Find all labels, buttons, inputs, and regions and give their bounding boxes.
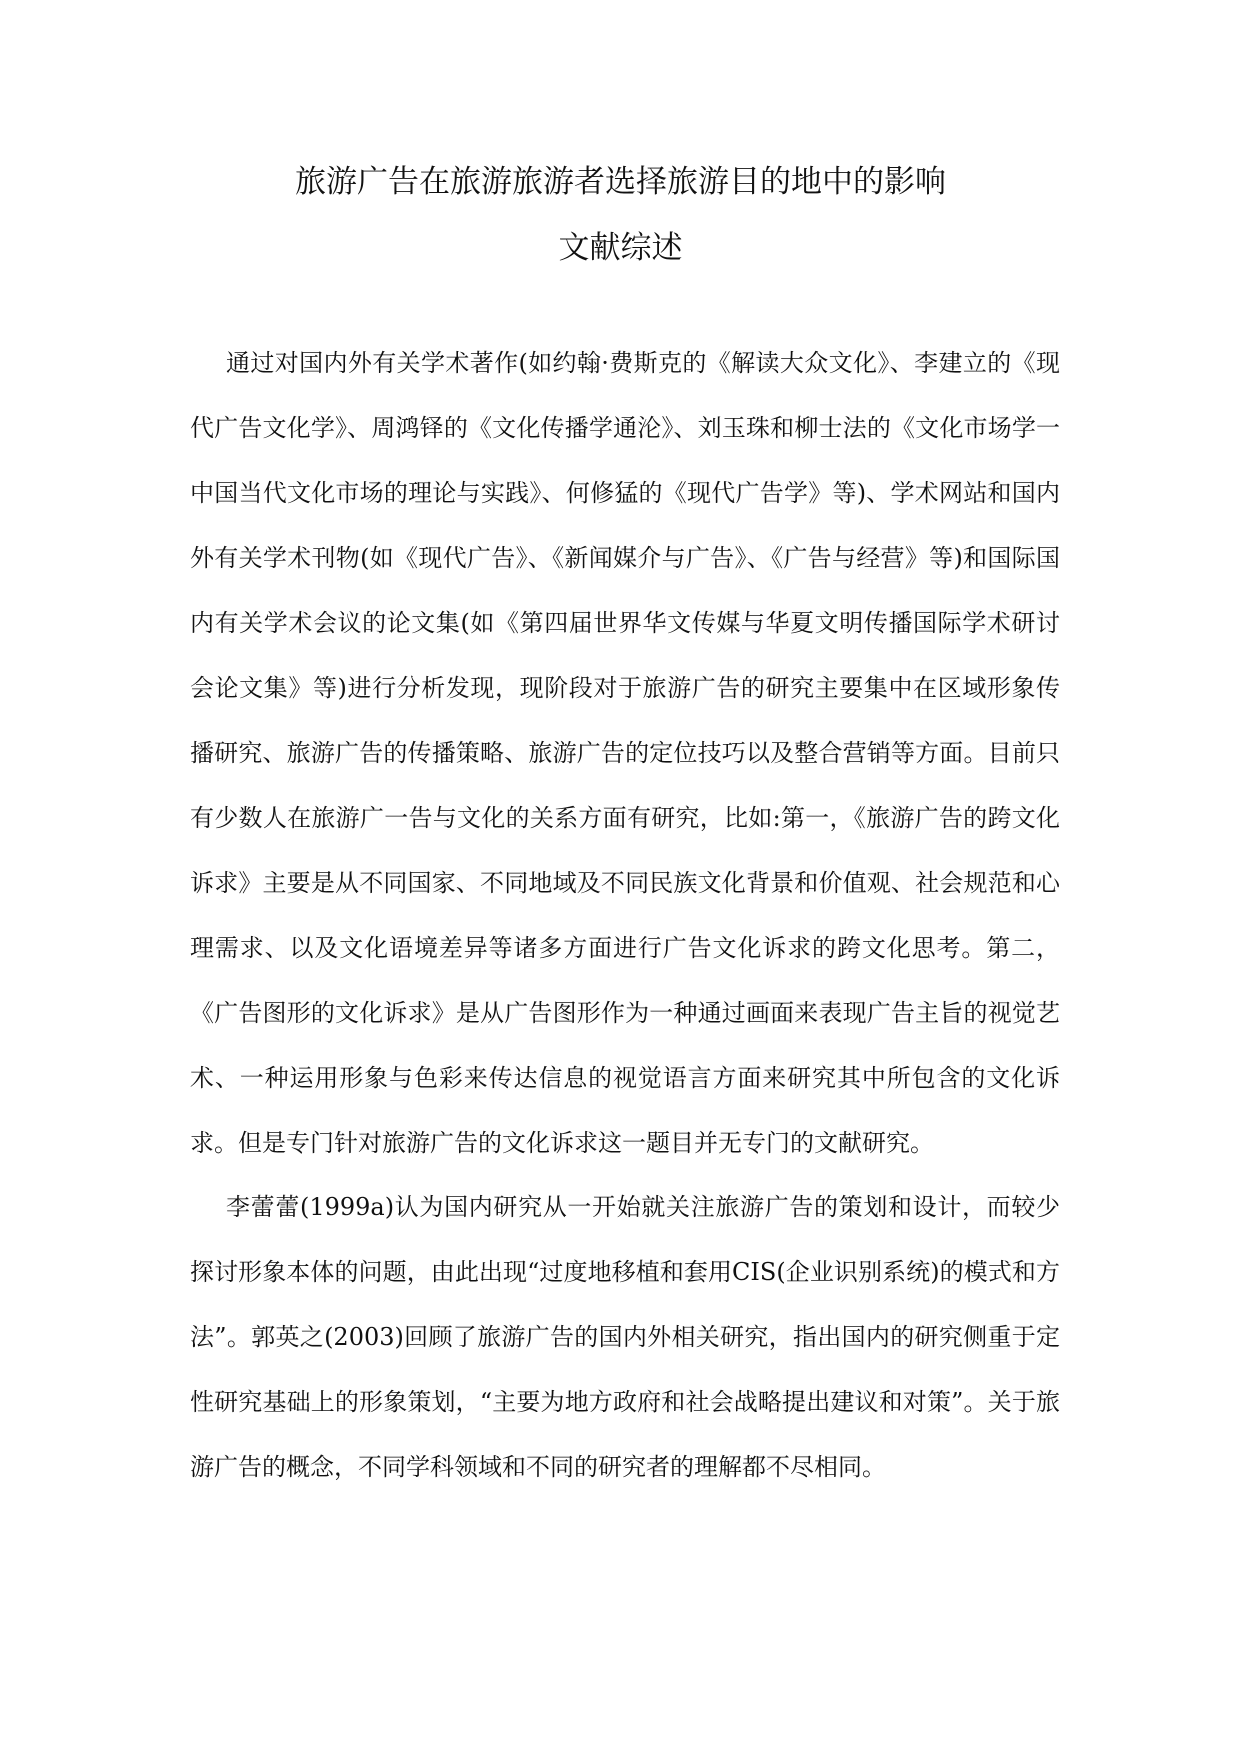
- document-subtitle: 文献综述: [558, 230, 683, 266]
- body-paragraph: 李蕾蕾(1999a)认为国内研究从一开始就关注旅游广告的策划和设计，而较少探讨形象本体的问题，由此出现“过度地移植和套用CIS(企业识别系统)的模式和方法”。郭英之(2003)回顾了旅游广告的国内外相关研究，指出国内的研究侧重于定性研究基础上的形象策划，“主要为地方政府和社会战略提出建议和对策”。关于旅游广告的概念，不同学科领域和不同的研究者的理解都不尽相同。: [190, 1193, 1060, 1481]
- document-title: 旅游广告在旅游旅游者选择旅游目的地中的影响: [295, 164, 946, 200]
- body-paragraph: 通过对国内外有关学术著作(如约翰·费斯克的《解读大众文化》、李建立的《现代广告文化学》、周鸿铎的《文化传播学通沦》、刘玉珠和柳士法的《文化市场学一中国当代文化市场的理论与实践》、何修猛的《现代广告学》等)、学术网站和国内外有关学术刊物(如《现代广告》、《新闻媒介与广告》、《广告与经营》等)和国际国内有关学术会议的论文集(如《第四届世界华文传媒与华夏文明传播国际学术研讨会论文集》等)进行分析发现，现阶段对于旅游广告的研究主要集中在区域形象传播研究、旅游广告的传播策略、旅游广告的定位技巧以及整合营销等方面。目前只有少数人在旅游广一告与文化的关系方面有研究，比如:第一，《旅游广告的跨文化诉求》主要是从不同国家、不同地域及不同民族文化背景和价值观、社会规范和心理需求、以及文化语境差异等诸多方面进行广告文化诉求的跨文化思考。第二，《广告图形的文化诉求》是从广告图形作为一种通过画面来表现广告主旨的视觉艺术、一种运用形象与色彩来传达信息的视觉语言方面来研究其中所包含的文化诉求。但是专门针对旅游广告的文化诉求这一题目并无专门的文献研究。: [190, 349, 1060, 1157]
